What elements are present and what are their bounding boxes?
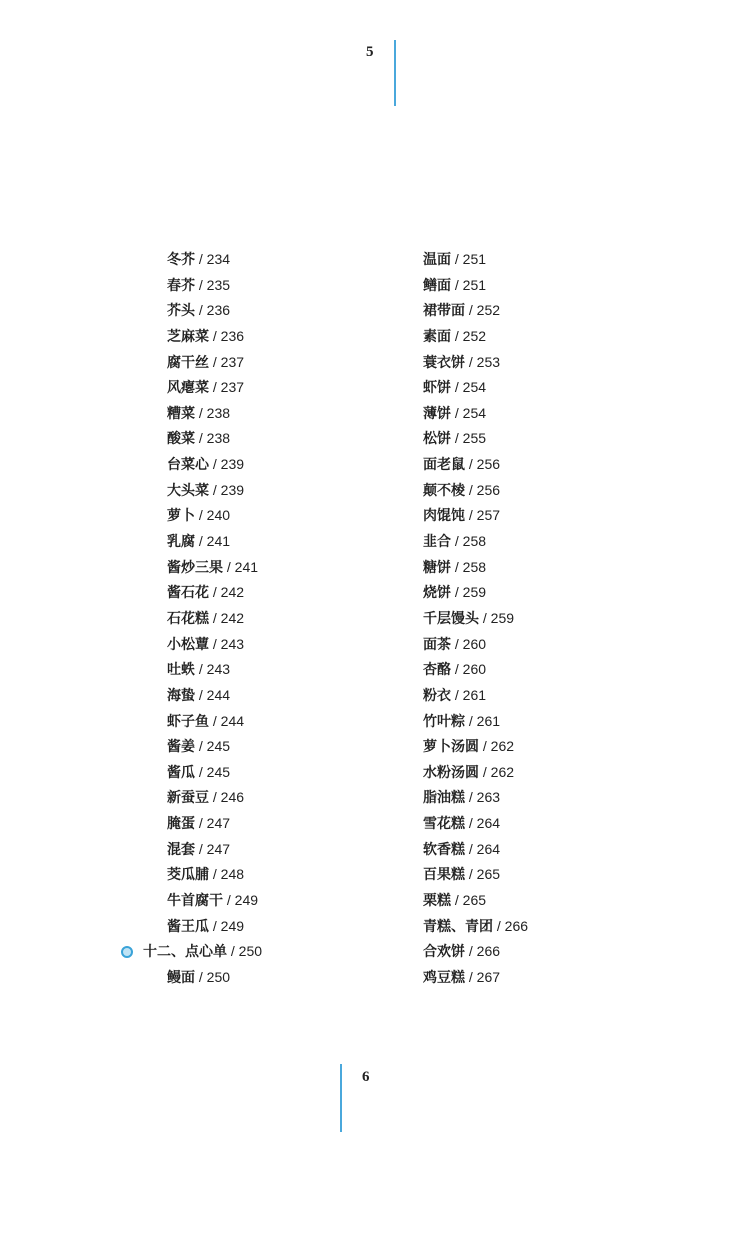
- toc-entry[interactable]: [167, 478, 286, 504]
- toc-entry-page: 247: [206, 815, 231, 832]
- toc-entry[interactable]: [423, 914, 528, 940]
- toc-entry-separator: /: [451, 533, 463, 550]
- toc-entry-label: 萝卜汤圆: [423, 739, 479, 756]
- toc-entry-page: 261: [462, 686, 487, 703]
- toc-entry-separator: /: [479, 609, 491, 626]
- toc-entry-label: 雪花糕: [423, 816, 465, 833]
- toc-entry-label: 风瘪菜: [167, 380, 209, 397]
- toc-entry-label: 牛首腐干: [167, 893, 223, 910]
- toc-entry-separator: /: [451, 379, 463, 396]
- toc-entry-label: 鳗面: [167, 969, 195, 986]
- toc-entry-separator: /: [209, 456, 221, 473]
- toc-entry-separator: /: [465, 712, 477, 729]
- toc-entry[interactable]: [167, 785, 286, 811]
- toc-entry-separator: /: [465, 302, 477, 319]
- toc-section-heading[interactable]: [143, 939, 286, 965]
- toc-entry-page: 259: [490, 609, 515, 626]
- toc-entry-separator: /: [465, 840, 477, 857]
- toc-left-column: [143, 247, 286, 991]
- toc-entry-page: 252: [462, 327, 487, 344]
- toc-entry-label: 薄饼: [423, 405, 451, 422]
- toc-entry[interactable]: [423, 939, 528, 965]
- toc-entry-label: 台菜心: [167, 457, 209, 474]
- toc-entry-page: 241: [234, 558, 259, 575]
- toc-entry-page: 250: [206, 968, 231, 985]
- toc-entry[interactable]: [423, 862, 528, 888]
- toc-entry-separator: /: [451, 635, 463, 652]
- toc-entry[interactable]: [167, 247, 286, 273]
- toc-entry-page: 263: [476, 789, 501, 806]
- toc-entry[interactable]: [167, 503, 286, 529]
- toc-entry-separator: /: [451, 661, 463, 678]
- toc-entry-page: 264: [476, 815, 501, 832]
- toc-entry-page: 249: [220, 917, 245, 934]
- toc-entry-label: 萝卜: [167, 508, 195, 525]
- page-rule-top: [394, 40, 396, 106]
- toc-entry[interactable]: [423, 324, 528, 350]
- toc-entry-label: 春芥: [167, 277, 195, 294]
- toc-entry-separator: /: [465, 456, 477, 473]
- toc-entry-separator: /: [195, 533, 207, 550]
- toc-entry-page: 267: [476, 968, 501, 985]
- toc-entry-page: 247: [206, 840, 231, 857]
- toc-entry-page: 257: [476, 507, 501, 524]
- toc-entry-separator: /: [479, 763, 491, 780]
- toc-entry-page: 240: [206, 507, 231, 524]
- toc-entry-label: 脂油糕: [423, 790, 465, 807]
- toc-entry-separator: /: [209, 609, 221, 626]
- toc-entry-page: 261: [476, 712, 501, 729]
- toc-entry-label: 栗糕: [423, 893, 451, 910]
- toc-entry[interactable]: [423, 580, 528, 606]
- toc-entry-separator: /: [223, 558, 235, 575]
- toc-entry-page: 253: [476, 353, 501, 370]
- toc-entry-label: 青糕、青团: [423, 918, 493, 935]
- toc-entry-page: 262: [490, 738, 515, 755]
- toc-entry-label: 芝麻菜: [167, 328, 209, 345]
- toc-entry-label: 芥头: [167, 303, 195, 320]
- toc-entry[interactable]: [423, 837, 528, 863]
- toc-entry-label: 海蛰: [167, 687, 195, 704]
- toc-entry-separator: /: [209, 635, 221, 652]
- toc-entry[interactable]: [423, 478, 528, 504]
- toc-entry-label: 鸡豆糕: [423, 969, 465, 986]
- toc-entry-page: 256: [476, 481, 501, 498]
- toc-entry-separator: /: [451, 686, 463, 703]
- toc-entry[interactable]: [167, 452, 286, 478]
- toc-entry[interactable]: [167, 529, 286, 555]
- toc-entry-separator: /: [465, 481, 477, 498]
- toc-entry-separator: /: [209, 327, 221, 344]
- toc-entry-page: 242: [220, 609, 245, 626]
- toc-entry-label: 烧饼: [423, 585, 451, 602]
- toc-entry-label: 虾子鱼: [167, 713, 209, 730]
- toc-entry-separator: /: [465, 866, 477, 883]
- toc-entry-label: 腐干丝: [167, 354, 209, 371]
- toc-entry-page: 237: [220, 379, 245, 396]
- toc-entry[interactable]: [167, 683, 286, 709]
- toc-entry-separator: /: [451, 404, 463, 421]
- page-rule-bottom: [340, 1064, 342, 1132]
- toc-entry[interactable]: [167, 606, 286, 632]
- circle-bullet-icon: [121, 946, 133, 958]
- toc-entry-label: 腌蛋: [167, 816, 195, 833]
- toc-entry-separator: /: [209, 353, 221, 370]
- toc-entry[interactable]: [167, 657, 286, 683]
- section-text: [143, 944, 262, 960]
- toc-entry[interactable]: [167, 837, 286, 863]
- toc-entry-separator: /: [195, 430, 207, 447]
- toc-entry-page: 242: [220, 584, 245, 601]
- toc-entry[interactable]: [167, 426, 286, 452]
- toc-entry-separator: /: [493, 917, 505, 934]
- toc-entry-separator: /: [223, 892, 235, 909]
- toc-entry[interactable]: [167, 811, 286, 837]
- toc-entry[interactable]: [423, 247, 528, 273]
- toc-entry-separator: /: [451, 892, 463, 909]
- toc-entry-separator: /: [465, 353, 477, 370]
- toc-entry-page: 235: [206, 276, 231, 293]
- toc-entry-page: 266: [476, 943, 501, 960]
- toc-entry[interactable]: [423, 350, 528, 376]
- toc-entry-page: 260: [462, 635, 487, 652]
- toc-entry-separator: /: [209, 584, 221, 601]
- toc-entry-separator: /: [451, 430, 463, 447]
- toc-entry[interactable]: [423, 734, 528, 760]
- toc-entry-separator: /: [195, 507, 207, 524]
- toc-entry-separator: /: [209, 789, 221, 806]
- toc-entry-label: 酱瓜: [167, 764, 195, 781]
- toc-entry-label: 百果糕: [423, 867, 465, 884]
- toc-entry-page: 259: [462, 584, 487, 601]
- toc-entry-label: 杏酪: [423, 662, 451, 679]
- toc-entry-label: 水粉汤圆: [423, 764, 479, 781]
- toc-entry-page: 243: [206, 661, 231, 678]
- toc-entry-separator: /: [465, 789, 477, 806]
- toc-entry-separator: /: [195, 815, 207, 832]
- toc-entry-separator: /: [465, 815, 477, 832]
- toc-entry[interactable]: [423, 555, 528, 581]
- toc-entry-page: 255: [462, 430, 487, 447]
- toc-entry-label: 吐蛈: [167, 662, 195, 679]
- toc-entry[interactable]: [423, 632, 528, 658]
- toc-entry-separator: /: [195, 763, 207, 780]
- toc-entry-page: 237: [220, 353, 245, 370]
- toc-entry-label: 面茶: [423, 636, 451, 653]
- toc-entry[interactable]: [423, 965, 528, 991]
- toc-entry[interactable]: [423, 298, 528, 324]
- toc-entry-page: 238: [206, 430, 231, 447]
- toc-entry[interactable]: [423, 888, 528, 914]
- toc-entry[interactable]: [167, 580, 286, 606]
- toc-entry-page: 248: [220, 866, 245, 883]
- toc-entry-label: 石花糕: [167, 610, 209, 627]
- toc-entry-page: 260: [462, 661, 487, 678]
- toc-entry-separator: /: [209, 379, 221, 396]
- toc-entry-label: 韭合: [423, 534, 451, 551]
- toc-entry[interactable]: [167, 375, 286, 401]
- toc-entry-page: 251: [462, 251, 487, 267]
- toc-entry[interactable]: [423, 683, 528, 709]
- toc-entry[interactable]: [423, 785, 528, 811]
- toc-entry-page: 244: [220, 712, 245, 729]
- toc-entry-page: 251: [462, 276, 487, 293]
- toc-entry[interactable]: [167, 760, 286, 786]
- toc-entry-separator: /: [451, 558, 463, 575]
- toc-entry-label: 酱石花: [167, 585, 209, 602]
- toc-entry-separator: /: [227, 943, 239, 960]
- toc-entry[interactable]: [167, 914, 286, 940]
- toc-entry-label: 鳝面: [423, 277, 451, 294]
- toc-entry-separator: /: [195, 686, 207, 703]
- toc-entry-separator: /: [451, 584, 463, 601]
- toc-entry-page: 258: [462, 558, 487, 575]
- toc-entry-page: 252: [476, 302, 501, 319]
- toc-entry-separator: /: [195, 968, 207, 985]
- toc-entry[interactable]: [423, 709, 528, 735]
- toc-entry-page: 239: [220, 456, 245, 473]
- toc-entry-separator: /: [465, 943, 477, 960]
- toc-entry-label: 十二、点心单: [143, 944, 227, 961]
- toc-entry-page: 245: [206, 738, 231, 755]
- toc-entry-page: 264: [476, 840, 501, 857]
- toc-entry-label: 面老鼠: [423, 457, 465, 474]
- toc-entry-page: 265: [476, 866, 501, 883]
- toc-entry[interactable]: [423, 452, 528, 478]
- toc-entry-separator: /: [195, 276, 207, 293]
- toc-entry-label: 大头菜: [167, 482, 209, 499]
- toc-entry[interactable]: [423, 273, 528, 299]
- toc-entry-separator: /: [195, 738, 207, 755]
- toc-entry-page: 236: [206, 302, 231, 319]
- toc-entry-page: 241: [206, 533, 231, 550]
- toc-entry-label: 肉馄饨: [423, 508, 465, 525]
- toc-entry-page: 262: [490, 763, 515, 780]
- toc-entry-label: 酱炒三果: [167, 559, 223, 576]
- toc-entry[interactable]: [423, 606, 528, 632]
- toc-entry-label: 裙带面: [423, 303, 465, 320]
- toc-entry-separator: /: [195, 404, 207, 421]
- toc-entry[interactable]: [167, 965, 286, 991]
- toc-entry-separator: /: [479, 738, 491, 755]
- toc-entry[interactable]: [423, 503, 528, 529]
- toc-entry-separator: /: [209, 712, 221, 729]
- page-number-top: 5: [366, 44, 374, 60]
- toc-entry-separator: /: [451, 251, 463, 267]
- toc-entry-page: 238: [206, 404, 231, 421]
- toc-entry-separator: /: [451, 327, 463, 344]
- toc-entry-label: 蓑衣饼: [423, 354, 465, 371]
- toc-entry[interactable]: [167, 709, 286, 735]
- toc-entry-separator: /: [209, 917, 221, 934]
- toc-entry-label: 糟菜: [167, 405, 195, 422]
- toc-entry-page: 246: [220, 789, 245, 806]
- toc-entry-label: 酱姜: [167, 739, 195, 756]
- toc-entry[interactable]: [423, 657, 528, 683]
- toc-entry-page: 234: [206, 251, 231, 267]
- toc-entry-label: 粉衣: [423, 687, 451, 704]
- toc-entry-separator: /: [195, 302, 207, 319]
- toc-entry-label: 糖饼: [423, 559, 451, 576]
- toc-entry-page: 243: [220, 635, 245, 652]
- toc-entry-page: 236: [220, 327, 245, 344]
- toc-entry-label: 小松蕈: [167, 636, 209, 653]
- toc-entry-label: 松饼: [423, 431, 451, 448]
- toc-entry-page: 266: [504, 917, 529, 934]
- toc-entry-separator: /: [465, 968, 477, 985]
- toc-entry-page: 254: [462, 404, 487, 421]
- toc-entry[interactable]: [167, 350, 286, 376]
- toc-entry-label: 新蚕豆: [167, 790, 209, 807]
- toc-entry[interactable]: [423, 811, 528, 837]
- toc-entry-label: 温面: [423, 252, 451, 268]
- toc-entry-separator: /: [195, 251, 207, 267]
- toc-entry-label: 千层馒头: [423, 610, 479, 627]
- toc-entry[interactable]: [423, 375, 528, 401]
- toc-entry-label: 混套: [167, 841, 195, 858]
- toc-entry-label: 素面: [423, 328, 451, 345]
- toc-entry-page: 239: [220, 481, 245, 498]
- toc-entry-separator: /: [195, 840, 207, 857]
- toc-entry-separator: /: [195, 661, 207, 678]
- toc-entry[interactable]: [167, 324, 286, 350]
- toc-entry-page: 256: [476, 456, 501, 473]
- toc-entry-separator: /: [465, 507, 477, 524]
- toc-entry-page: 265: [462, 892, 487, 909]
- toc-entry-label: 茭瓜脯: [167, 867, 209, 884]
- toc-entry[interactable]: [423, 401, 528, 427]
- toc-entry[interactable]: [167, 555, 286, 581]
- toc-entry[interactable]: [167, 298, 286, 324]
- toc-entry-label: 酱王瓜: [167, 918, 209, 935]
- toc-entry-page: 250: [238, 943, 263, 960]
- toc-entry-page: 258: [462, 533, 487, 550]
- toc-right-column: [423, 247, 528, 991]
- toc-entry-label: 颠不棱: [423, 482, 465, 499]
- toc-entry-label: 软香糕: [423, 841, 465, 858]
- toc-entry-label: 乳腐: [167, 534, 195, 551]
- toc-entry-separator: /: [209, 866, 221, 883]
- toc-entry[interactable]: [423, 760, 528, 786]
- toc-entry-label: 冬芥: [167, 252, 195, 268]
- toc-entry-label: 竹叶粽: [423, 713, 465, 730]
- toc-entry-page: 244: [206, 686, 231, 703]
- toc-entry[interactable]: [167, 862, 286, 888]
- toc-entry-page: 245: [206, 763, 231, 780]
- toc-entry-separator: /: [209, 481, 221, 498]
- toc-entry-label: 酸菜: [167, 431, 195, 448]
- toc-entry[interactable]: [423, 426, 528, 452]
- toc-entry[interactable]: [167, 401, 286, 427]
- toc-entry-label: 虾饼: [423, 380, 451, 397]
- toc-entry[interactable]: [423, 529, 528, 555]
- toc-entry-page: 249: [234, 892, 259, 909]
- page-number-bottom: 6: [362, 1069, 370, 1085]
- toc-entry[interactable]: [167, 734, 286, 760]
- toc-entry-page: 254: [462, 379, 487, 396]
- toc-entry[interactable]: [167, 273, 286, 299]
- toc-entry-label: 合欢饼: [423, 944, 465, 961]
- toc-entry[interactable]: [167, 632, 286, 658]
- toc-entry-separator: /: [451, 276, 463, 293]
- toc-entry[interactable]: [167, 888, 286, 914]
